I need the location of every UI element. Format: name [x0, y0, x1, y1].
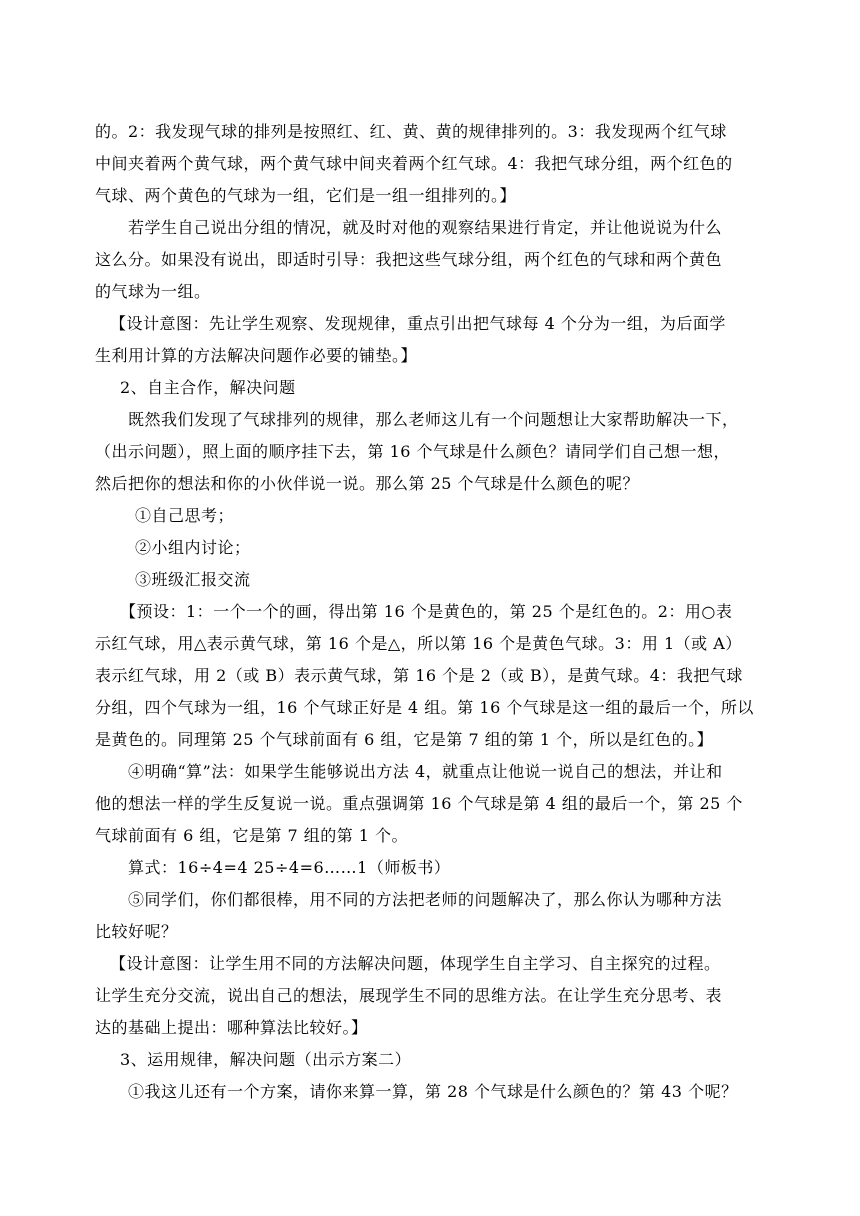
text-line: 【设计意图：先让学生观察、发现规律，重点引出把气球每 4 个分为一组，为后面学: [110, 314, 726, 333]
formula-line: 算式：16÷4=4 25÷4=6……1（师板书）: [128, 858, 451, 877]
text-line: 让学生充分交流，说出自己的想法，展现学生不同的思维方法。在让学生充分思考、表: [95, 986, 723, 1005]
text-line: 分组，四个气球为一组，16 个气球正好是 4 组。第 16 个气球是这一组的最后一个，所以: [95, 698, 754, 717]
text-line: ④明确“算”法：如果学生能够说出方法 4，就重点让他说一说自己的想法，并让和: [128, 762, 723, 781]
section-heading: 3、运用规律，解决问题（出示方案二）: [120, 1050, 412, 1069]
text-line: 生利用计算的方法解决问题作必要的铺垫。】: [95, 346, 418, 365]
text-line: 【设计意图：让学生用不同的方法解决问题，体现学生自主学习、自主探究的过程。: [110, 954, 721, 973]
text-line: 的气球为一组。: [95, 282, 211, 301]
text-line: 这么分。如果没有说出，即适时引导：我把这些气球分组，两个红色的气球和两个黄色: [95, 250, 723, 269]
list-item: ③班级汇报交流: [135, 570, 251, 589]
text-line: 的。2：我发现气球的排列是按照红、红、黄、黄的规律排列的。3：我发现两个红气球: [95, 122, 727, 141]
text-line: 达的基础上提出：哪种算法比较好。】: [95, 1018, 368, 1037]
text-line: ①我这儿还有一个方案，请你来算一算，第 28 个气球是什么颜色的？第 43 个呢？: [128, 1082, 738, 1101]
text-line: 既然我们发现了气球排列的规律，那么老师这儿有一个问题想让大家帮助解决一下，: [128, 410, 739, 429]
text-line: 若学生自己说出分组的情况，就及时对他的观察结果进行肯定，并让他说说为什么: [128, 218, 723, 237]
text-line: 中间夹着两个黄气球，两个黄气球中间夹着两个红气球。4：我把气球分组，两个红色的: [95, 154, 733, 173]
text-line: 示红气球，用△表示黄气球，第 16 个是△，所以第 16 个是黄色气球。3：用 1（或 A）: [95, 634, 742, 653]
text-line: 然后把你的想法和你的小伙伴说一说。那么第 25 个气球是什么颜色的呢？: [95, 474, 640, 493]
text-line: 气球前面有 6 组，它是第 7 组的第 1 个。: [95, 826, 409, 845]
text-line: 表示红气球，用 2（或 B）表示黄气球，第 16 个是 2（或 B），是黄气球。4：我把气球: [95, 666, 743, 685]
text-line: 气球、两个黄色的气球为一组，它们是一组一组排列的。】: [95, 186, 517, 205]
text-line: 【预设：1：一个一个的画，得出第 16 个是黄色的，第 25 个是红色的。2：用○表: [120, 602, 733, 621]
text-line: ⑤同学们，你们都很棒，用不同的方法把老师的问题解决了，那么你认为哪种方法: [128, 890, 723, 909]
list-item: ①自己思考；: [135, 506, 235, 525]
text-line: 是黄色的。同理第 25 个气球前面有 6 组，它是第 7 组的第 1 个，所以是红色的。】: [95, 730, 714, 749]
text-line: 他的想法一样的学生反复说一说。重点强调第 16 个气球是第 4 组的最后一个，第 25 个: [95, 794, 743, 813]
list-item: ②小组内讨论；: [135, 538, 251, 557]
text-line: 比较好呢？: [95, 922, 178, 941]
section-heading: 2、自主合作，解决问题: [120, 378, 296, 397]
text-line: （出示问题），照上面的顺序挂下去，第 16 个气球是什么颜色？请同学们自己想一想，: [95, 442, 731, 461]
